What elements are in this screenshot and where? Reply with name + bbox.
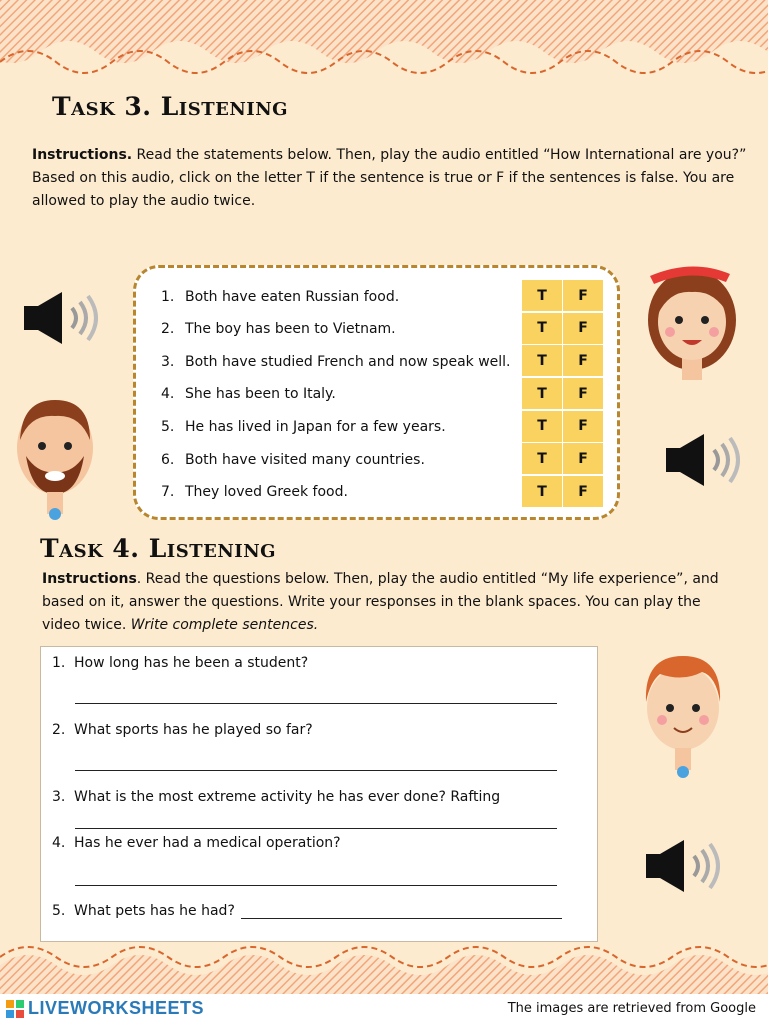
tf-row-6 (522, 443, 606, 476)
statement-number: 5. (161, 419, 175, 435)
tf-row-3 (522, 345, 606, 378)
boy-avatar (642, 652, 724, 782)
tf-row-1 (522, 280, 606, 313)
question-text: Has he ever had a medical operation? (74, 835, 341, 851)
answer-line-3[interactable] (75, 828, 557, 829)
question-number: 5. (52, 903, 66, 919)
statement-number: 4. (161, 386, 175, 402)
statement-text: He has lived in Japan for a few years. (185, 419, 446, 435)
statement-number: 7. (161, 484, 175, 500)
statement-text: Both have eaten Russian food. (185, 289, 400, 305)
question-text: How long has he been a student? (74, 655, 309, 671)
question-3 (52, 789, 500, 805)
false-option[interactable]: F (563, 313, 603, 344)
liveworksheets-logo-icon (6, 1000, 24, 1018)
question-1 (52, 655, 308, 671)
tf-row-5 (522, 411, 606, 444)
statement-number: 6. (161, 452, 175, 468)
statement-text: She has been to Italy. (185, 386, 336, 402)
true-false-grid (522, 280, 606, 509)
true-false-panel (133, 265, 620, 520)
question-4 (52, 835, 341, 851)
speaker-icon[interactable] (644, 838, 726, 894)
tf-row-4 (522, 378, 606, 411)
statement-7 (161, 484, 348, 500)
answer-line-1[interactable] (75, 703, 557, 704)
statement-text: Both have visited many countries. (185, 452, 425, 468)
liveworksheets-brand: LIVEWORKSHEETS (28, 998, 205, 1018)
task4-title: Task 4. Listening (40, 534, 277, 563)
true-option[interactable]: T (522, 411, 562, 442)
statement-text: Both have studied French and now speak well. (185, 354, 511, 370)
statement-6 (161, 452, 425, 468)
statement-4 (161, 386, 336, 402)
task4-instructions-label: Instructions (42, 571, 137, 587)
question-5 (52, 903, 235, 919)
question-number: 1. (52, 655, 66, 671)
true-option[interactable]: T (522, 280, 562, 311)
false-option[interactable]: F (563, 378, 603, 409)
false-option[interactable]: F (563, 345, 603, 376)
question-text: What is the most extreme activity he has ever done? Rafting (74, 789, 501, 805)
statement-number: 2. (161, 321, 175, 337)
task3-instructions (32, 144, 747, 213)
task3-instructions-label: Instructions. (32, 147, 133, 163)
question-2 (52, 722, 313, 738)
false-option[interactable]: F (563, 476, 603, 507)
statement-1 (161, 289, 399, 305)
answer-line-5[interactable] (241, 918, 562, 919)
questions-panel (40, 646, 598, 942)
tf-row-7 (522, 476, 606, 509)
task4-instructions-text: . Read the questions below. Then, play the audio entitled “My life experience”, and based on it, answer the questions. Write your responses in the blank spaces. You can play the video twice. (42, 571, 719, 633)
statement-text: They loved Greek food. (185, 484, 348, 500)
false-option[interactable]: F (563, 411, 603, 442)
task4-instructions-italic: Write complete sentences. (130, 617, 319, 633)
top-wave-decoration (0, 0, 768, 80)
question-number: 2. (52, 722, 66, 738)
question-text: What sports has he played so far? (74, 722, 313, 738)
speaker-icon[interactable] (664, 432, 746, 488)
question-text: What pets has he had? (74, 903, 235, 919)
answer-line-4[interactable] (75, 885, 557, 886)
true-option[interactable]: T (522, 476, 562, 507)
tf-row-2 (522, 313, 606, 346)
true-option[interactable]: T (522, 313, 562, 344)
statement-3 (161, 354, 511, 370)
statement-5 (161, 419, 446, 435)
image-credit: The images are retrieved from Google (507, 1001, 756, 1016)
question-number: 4. (52, 835, 66, 851)
task3-title: Task 3. Listening (52, 92, 289, 121)
girl-avatar (644, 258, 740, 384)
true-option[interactable]: T (522, 378, 562, 409)
statement-number: 3. (161, 354, 175, 370)
task3-instructions-text: Read the statements below. Then, play the audio entitled “How International are you?” Based on this audio, click on the letter T if the sentence is true or F if the sentences is false. You are allowed to play the audio twice. (32, 147, 747, 209)
true-option[interactable]: T (522, 443, 562, 474)
statement-text: The boy has been to Vietnam. (185, 321, 396, 337)
false-option[interactable]: F (563, 443, 603, 474)
bearded-man-avatar (12, 394, 98, 522)
statement-2 (161, 321, 396, 337)
false-option[interactable]: F (563, 280, 603, 311)
statement-number: 1. (161, 289, 175, 305)
speaker-icon[interactable] (22, 290, 104, 346)
true-option[interactable]: T (522, 345, 562, 376)
task4-instructions (42, 568, 742, 637)
question-number: 3. (52, 789, 66, 805)
answer-line-2[interactable] (75, 770, 557, 771)
